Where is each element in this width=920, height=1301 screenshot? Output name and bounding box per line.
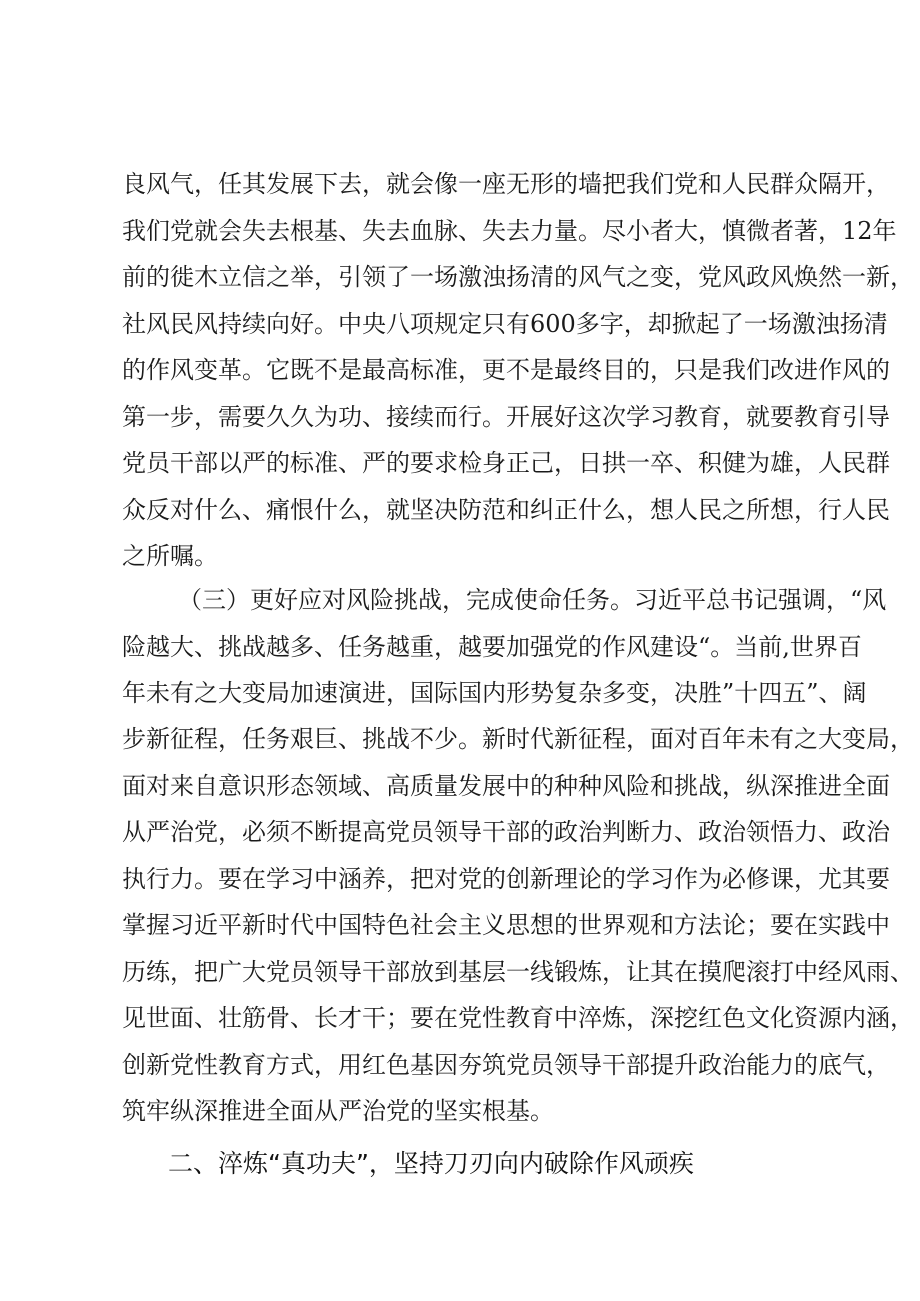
section-heading: 二、淬炼“真功夫”，坚持刀刃向内破除作风顽疾	[168, 1149, 694, 1178]
paragraph-line: 第一步，需要久久为功、接续而行。开展好这次学习教育，就要教育引导	[122, 403, 890, 431]
paragraph-line: 年未有之大变局加速演进，国际国内形势复杂多变，决胜”十四五”、阔	[122, 679, 867, 707]
paragraph-line: 前的徙木立信之举，引领了一场激浊扬清的风气之变，党风政风焕然一新，	[122, 263, 914, 291]
paragraph-line: 众反对什么、痛恨什么，就坚决防范和纠正什么，想人民之所想，行人民	[122, 496, 890, 524]
paragraph-line: 良风气，任其发展下去，就会像一座无形的墙把我们党和人民群众隔开，	[122, 170, 890, 198]
paragraph-line: 社风民风持续向好。中央八项规定只有600多字，却掀起了一场激浊扬清	[122, 310, 888, 338]
paragraph-line: 党员干部以严的标准、严的要求检身正己，日拱一卒、积健为雄，人民群	[122, 449, 890, 477]
paragraph-line: 之所嘱。	[122, 542, 218, 570]
paragraph-line: （三）更好应对风险挑战，完成使命任务。习近平总书记强调，“风	[178, 586, 887, 614]
paragraph-line: 险越大、挑战越多、任务越重，越要加强党的作风建设“。当前,世界百	[122, 633, 862, 661]
paragraph-line: 我们党就会失去根基、失去血脉、失去力量。尽小者大，慎微者著，12年	[122, 217, 897, 245]
paragraph-line: 执行力。要在学习中涵养，把对党的创新理论的学习作为必修课，尤其要	[122, 865, 890, 893]
paragraph-line: 面对来自意识形态领域、高质量发展中的种种风险和挑战，纵深推进全面	[122, 772, 890, 800]
paragraph-line: 见世面、壮筋骨、长才干；要在党性教育中淬炼，深挖红色文化资源内涵，	[122, 1004, 914, 1032]
paragraph-line: 步新征程，任务艰巨、挑战不少。新时代新征程，面对百年未有之大变局，	[122, 725, 914, 753]
paragraph-line: 筑牢纵深推进全面从严治党的坚实根基。	[122, 1097, 554, 1125]
paragraph-line: 从严治党，必须不断提高党员领导干部的政治判断力、政治领悟力、政治	[122, 818, 890, 846]
paragraph-line: 掌握习近平新时代中国特色社会主义思想的世界观和方法论；要在实践中	[122, 911, 890, 939]
paragraph-line: 的作风变革。它既不是最高标准，更不是最终目的，只是我们改进作风的	[122, 356, 890, 384]
paragraph-line: 历练，把广大党员领导干部放到基层一线锻炼，让其在摸爬滚打中经风雨、	[122, 958, 914, 986]
paragraph-line: 创新党性教育方式，用红色基因夯筑党员领导干部提升政治能力的底气，	[122, 1051, 890, 1079]
